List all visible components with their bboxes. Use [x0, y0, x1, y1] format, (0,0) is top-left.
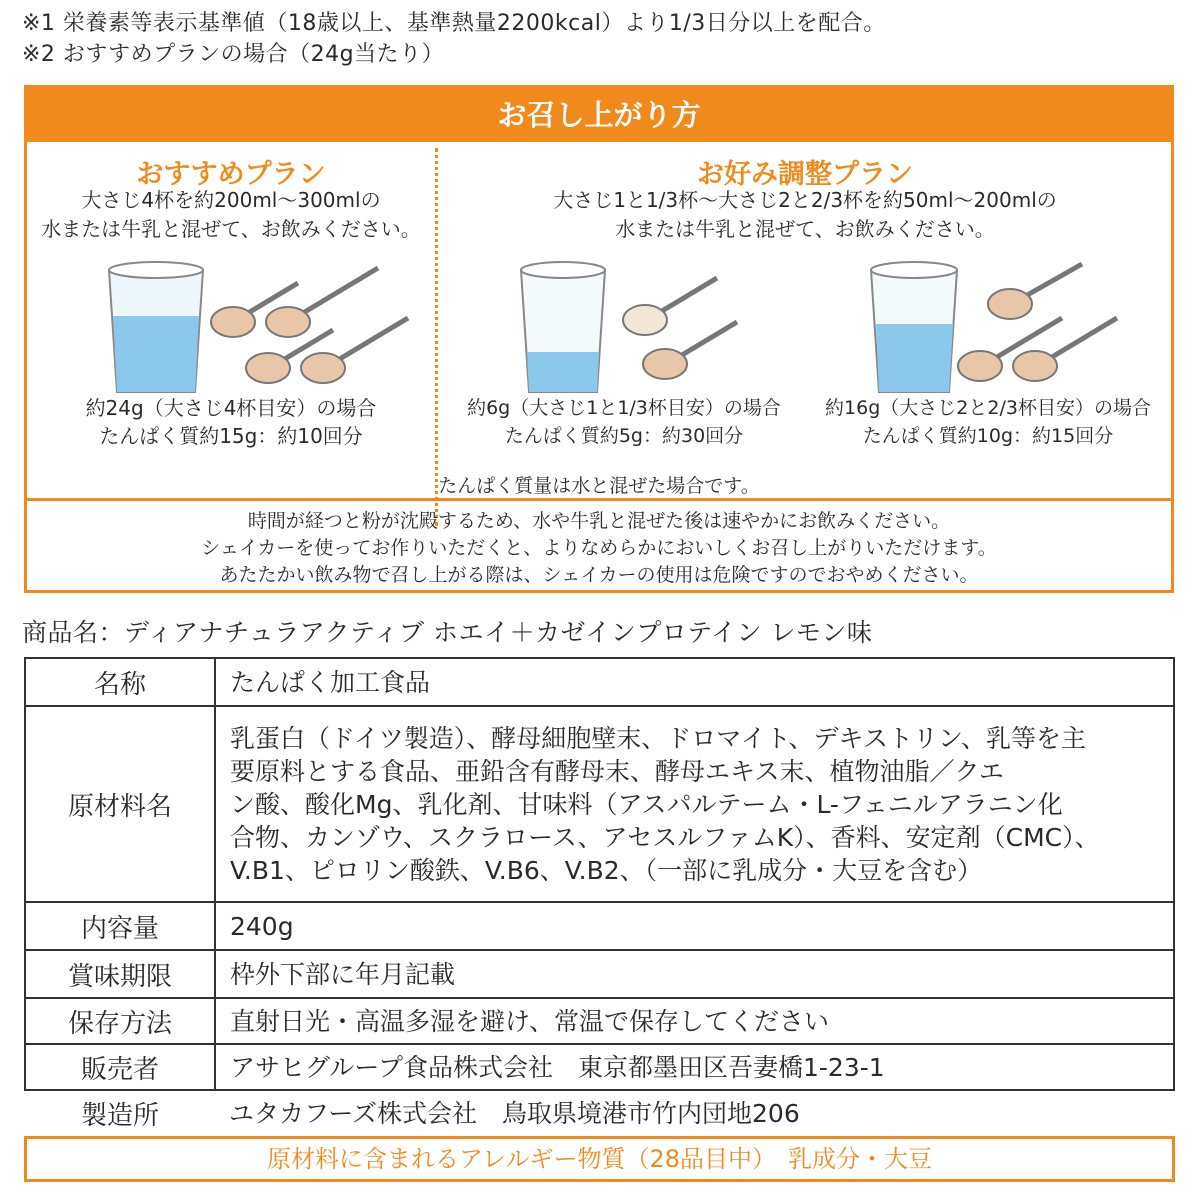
adjust-caption-a: [449, 394, 799, 450]
glass-icon: [109, 262, 203, 392]
recommended-plan-title: おすすめプラン: [136, 159, 326, 190]
ingredients-line: 合物、カンゾウ、スクラロース、アセスルファムK）、香料、安定剤（CMC）、: [230, 822, 1100, 852]
tips: [27, 508, 1171, 589]
spec-label-name: 名称: [25, 658, 215, 706]
table-row: [25, 950, 1174, 998]
ingredients-line: V.B1、ピロリン酸鉄、V.B6、V.B2、（一部に乳成分・大豆を含む）: [230, 855, 983, 885]
adjust-caption-b-line2: たんぱく質約10g：約15回分: [862, 425, 1114, 447]
spec-label-expiry: 賞味期限: [25, 950, 215, 998]
table-row: [25, 706, 1174, 902]
spec-value-name: たんぱく加工食品: [215, 658, 1174, 706]
tip-2: シェイカーを使ってお作りいただくと、よりなめらかにおいしくお召し上がりいただけます。: [201, 537, 997, 559]
footnote-1: ※1 栄養素等表示基準値（18歳以上、基準熱量2200kcal）より1/3日分以上を配合。: [22, 11, 886, 36]
spec-label-content: 内容量: [25, 902, 215, 950]
adjust-small-illustration: [517, 260, 747, 400]
allergy-notice: 原材料に含まれるアレルギー物質（28品目中） 乳成分・大豆: [24, 1136, 1175, 1182]
how-to-panel: [24, 85, 1174, 593]
adjust-desc-line2: 水または牛乳と混ぜて、お飲みください。: [615, 217, 995, 241]
how-to-header: お召し上がり方: [27, 88, 1171, 142]
ingredients-line: 要原料とする食品、亜鉛含有酵母末、酵母エキス末、植物油脂／クエ: [230, 756, 1005, 786]
tips-divider: [27, 498, 1171, 501]
spec-label-ingredients: 原材料名: [25, 706, 215, 902]
spec-value-ingredients: [215, 706, 1174, 902]
spec-value-expiry: 枠外下部に年月記載: [215, 950, 1174, 998]
table-row: [25, 902, 1174, 950]
recommended-illustration: [103, 258, 423, 398]
spoon-icon-4: [301, 318, 408, 383]
recommended-caption-line1: 約24g（大さじ4杯目安）の場合: [85, 396, 377, 420]
table-row: [25, 658, 1174, 706]
table-row: [25, 998, 1174, 1044]
adjust-large-illustration: [867, 260, 1167, 400]
adjust-caption-a-line1: 約6g（大さじ1と1/3杯目安）の場合: [467, 397, 781, 419]
spoon-icon-1: [988, 264, 1082, 319]
adjust-caption-a-line2: たんぱく質約5g：約30回分: [504, 425, 744, 447]
spec-label-maker: 製造所: [80, 1101, 159, 1131]
spoon-icon-3: [1013, 318, 1117, 381]
footnote-2: ※2 おすすめプランの場合（24g当たり）: [22, 42, 445, 67]
recommended-desc-line1: 大さじ4杯を約200ml～300mlの: [81, 188, 381, 212]
spec-label-seller: 販売者: [25, 1044, 215, 1090]
ingredients-line: ン酸、酸化Mg、乳化剤、甘味料（アスパルテーム・L-フェニルアラニン化: [230, 789, 1063, 819]
spec-value-maker: ユタカフーズ株式会社 鳥取県境港市竹内団地206: [229, 1099, 800, 1128]
adjust-plan-title: お好み調整プラン: [697, 159, 913, 190]
recommended-caption-line2: たんぱく質約15g：約10回分: [99, 424, 363, 448]
spec-label-storage: 保存方法: [25, 998, 215, 1044]
ingredients-line: 乳蛋白（ドイツ製造）、酵母細胞壁末、ドロマイト、デキストリン、乳等を主: [230, 723, 1087, 753]
adjust-desc-line1: 大さじ1と1/3杯～大さじ2と2/3杯を約50ml～200mlの: [553, 188, 1057, 212]
spec-table: [24, 657, 1175, 1136]
table-row: [25, 1044, 1174, 1090]
spec-value-seller: アサヒグループ食品株式会社 東京都墨田区吾妻橋1-23-1: [215, 1044, 1174, 1090]
glass-icon: [521, 262, 605, 392]
glass-icon: [871, 262, 957, 392]
recommended-caption: [27, 394, 435, 450]
table-row: [25, 1090, 1174, 1136]
protein-note: たんぱく質量は水と混ぜた場合です。: [438, 475, 760, 497]
spoon-icon-1: [623, 278, 717, 335]
tip-1: 時間が経つと粉が沈殿するため、水や牛乳と混ぜた後は速やかにお飲みください。: [247, 510, 951, 532]
footnotes: [22, 8, 886, 70]
plan-divider: [435, 148, 438, 526]
recommended-plan-desc: [27, 186, 435, 244]
spec-value-content: 240g: [215, 902, 1174, 950]
spec-value-storage: 直射日光・高温多湿を避け、常温で保存してください: [215, 998, 1174, 1044]
spoon-icon-2: [266, 268, 378, 337]
adjust-caption-b-line1: 約16g（大さじ2と2/3杯目安）の場合: [825, 397, 1151, 419]
tip-3: あたたかい飲み物で召し上がる際は、シェイカーの使用は危険ですのでおやめください。: [219, 564, 979, 586]
product-name: 商品名：ディアナチュラアクティブ ホエイ＋カゼインプロテイン レモン味: [22, 618, 873, 647]
adjust-caption-b: [807, 394, 1169, 450]
adjust-plan-desc: [439, 186, 1171, 244]
recommended-desc-line2: 水または牛乳と混ぜて、お飲みください。: [41, 217, 421, 241]
